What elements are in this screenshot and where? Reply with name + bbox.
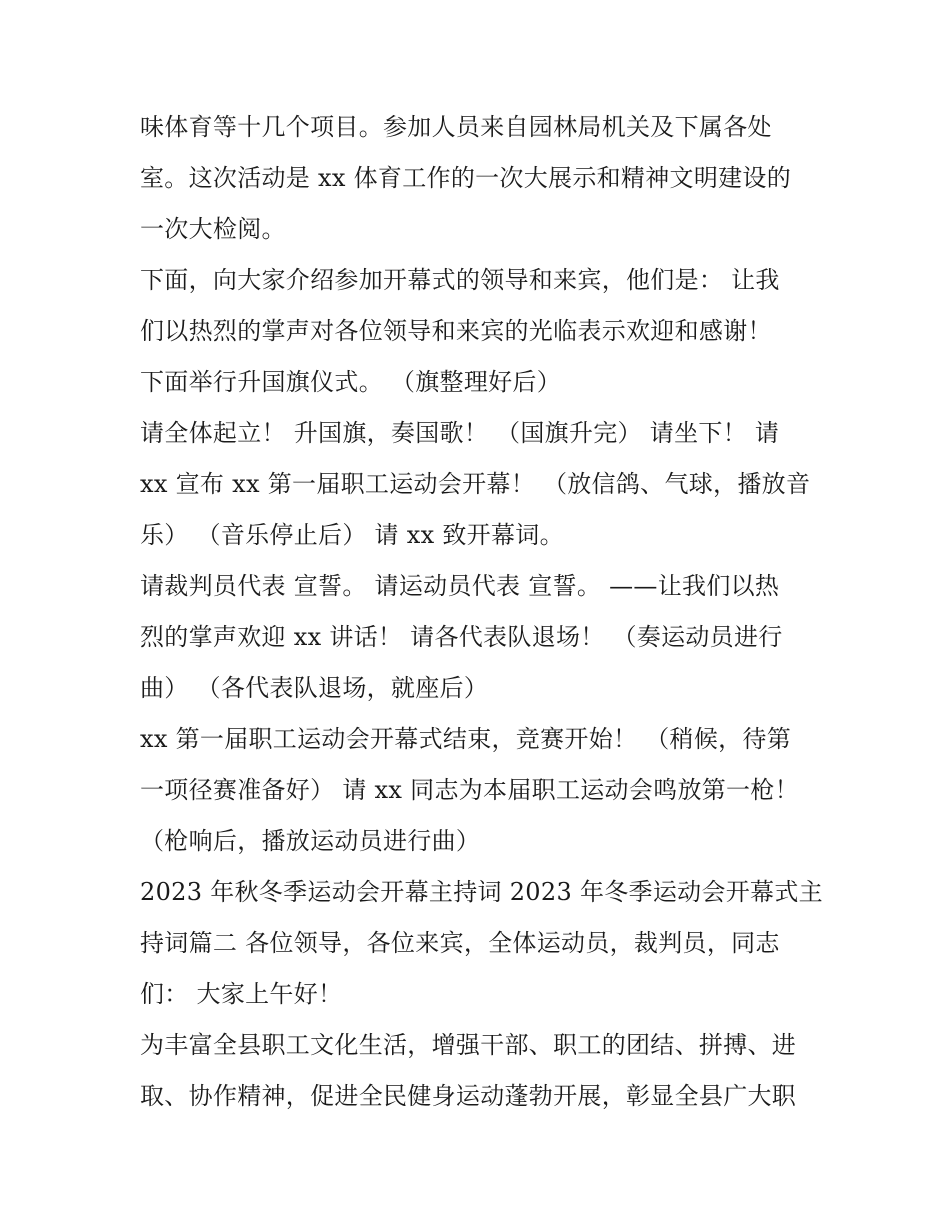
text-line: 一次大检阅。 <box>140 215 286 243</box>
text-line: 2023 年秋冬季运动会开幕主持词 2023 年冬季运动会开幕式主 <box>140 878 823 906</box>
text-line: 烈的掌声欢迎 xx 讲话！ 请各代表队退场！ （奏运动员进行 <box>140 623 783 651</box>
text-line: 请全体起立！ 升国旗，奏国歌！ （国旗升完） 请坐下！ 请 <box>140 419 780 447</box>
text-line: 下面举行升国旗仪式。 （旗整理好后） <box>140 368 562 396</box>
text-line: 下面，向大家介绍参加开幕式的领导和来宾，他们是： 让我 <box>140 266 780 294</box>
text-line: 持词篇二 各位领导，各位来宾，全体运动员，裁判员，同志 <box>140 929 780 957</box>
text-line: 一项径赛准备好） 请 xx 同志为本届职工运动会鸣放第一枪！ <box>140 776 799 804</box>
text-line: 味体育等十几个项目。参加人员来自园林局机关及下属各处 <box>140 113 772 141</box>
text-line: 取、协作精神，促进全民健身运动蓬勃开展，彰显全县广大职 <box>140 1082 797 1110</box>
text-line: （枪响后，播放运动员进行曲） <box>140 827 481 855</box>
text-line: 曲） （各代表队退场，就座后） <box>140 674 489 702</box>
text-line: 室。这次活动是 xx 体育工作的一次大展示和精神文明建设的 <box>140 164 792 192</box>
text-line: xx 宣布 xx 第一届职工运动会开幕！ （放信鸽、气球，播放音 <box>140 470 811 498</box>
text-line: 为丰富全县职工文化生活，增强干部、职工的团结、拼搏、进 <box>140 1031 797 1059</box>
text-line: 们： 大家上午好！ <box>140 980 343 1008</box>
text-line: 请裁判员代表 宣誓。 请运动员代表 宣誓。 ——让我们以热 <box>140 572 780 600</box>
text-line: 乐） （音乐停止后） 请 xx 致开幕词。 <box>140 521 564 549</box>
text-line: 们以热烈的掌声对各位领导和来宾的光临表示欢迎和感谢！ <box>140 317 772 345</box>
text-line: xx 第一届职工运动会开幕式结束，竞赛开始！ （稍候，待第 <box>140 725 792 753</box>
